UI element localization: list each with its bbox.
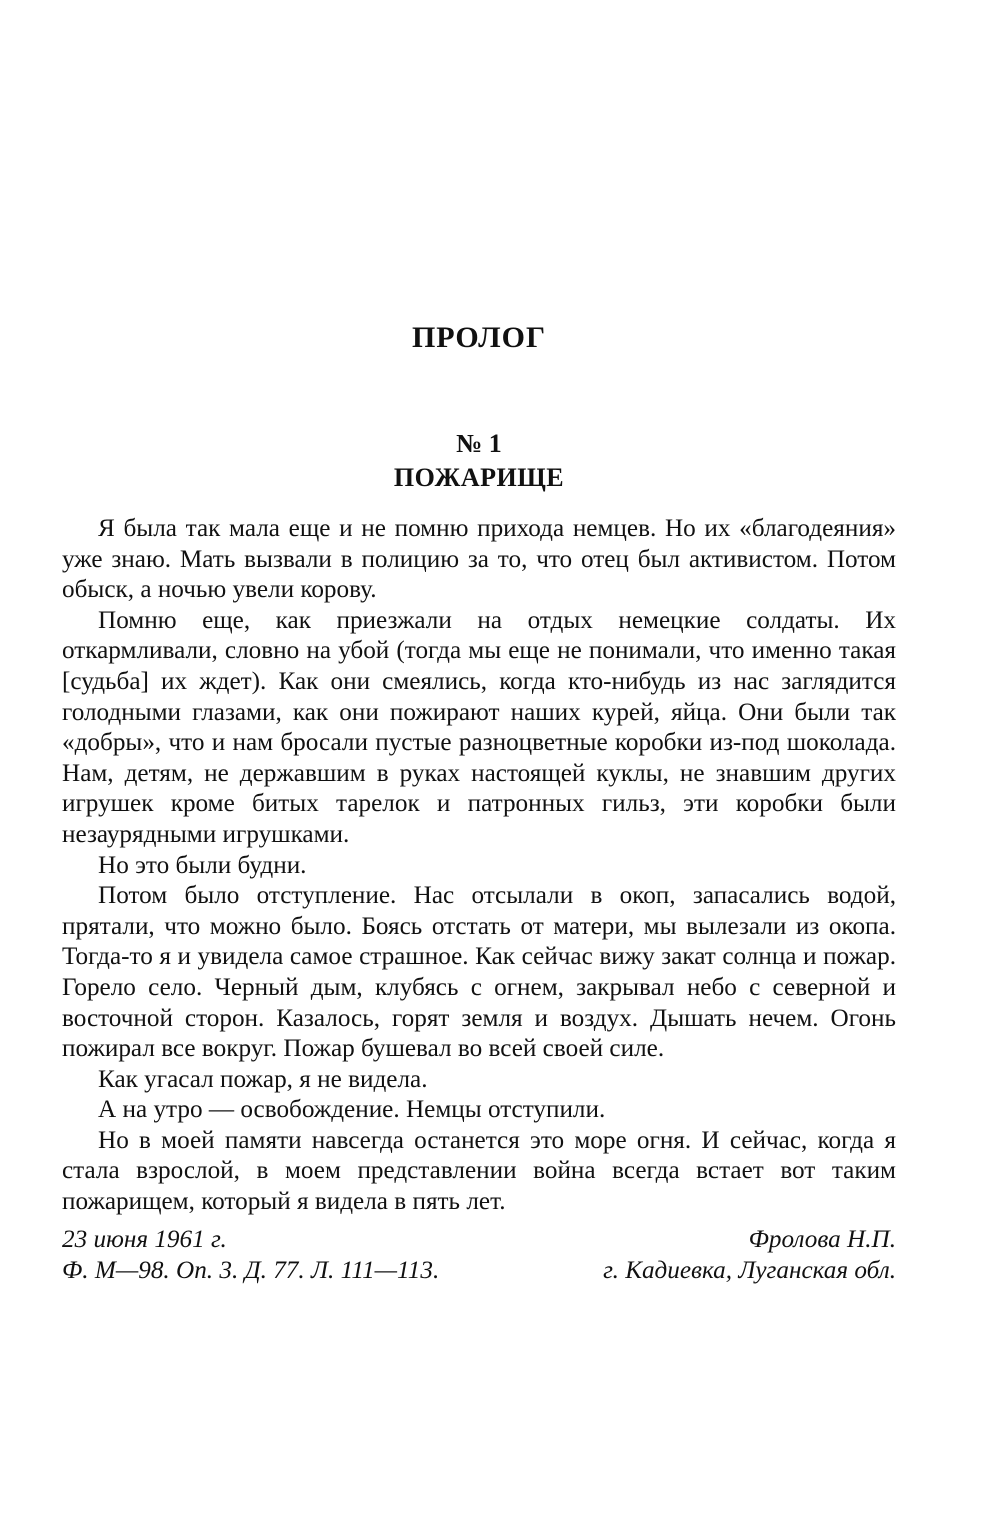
archive-reference: Ф. М—98. Оп. 3. Д. 77. Л. 111—113.: [62, 1257, 440, 1284]
paragraph: Но в моей памяти навсегда останется это море огня. И сейчас, когда я стала взрослой, в моем представлении война всегда встает вот таким пожарищем, который я видела в пять лет.: [62, 1126, 896, 1216]
paragraph: Потом было отступление. Нас отсылали в окоп, запасались водой, прятали, что можно было. Боясь отстать от матери, мы вылезали из окопа. Тогда-то я и увидела самое страшное. Как сейчас вижу закат солнца и пожар. Горело село. Черный дым, клубясь с огнем, закрывал небо с северной и восточной сторон. Казалось, горят земля и воздух. Дышать нечем. Огонь пожирал все вокруг. Пожар бушевал во всей своей силе.: [62, 882, 896, 1063]
paragraph: Помню еще, как приезжали на отдых немецкие солдаты. Их откармливали, словно на убой (тогда мы еще не понимали, что именно такая [судьба] их ждет). Как они смеялись, когда кто-нибудь из нас заглядится голодными глазами, как они пожирают наших курей, яйца. Они были так «добры», что и нам бросали пустые разноцветные коробки из-под шоколада. Нам, детям, не державшим в руках настоящей куклы, не знавшим других игрушек кроме битых тарелок и патронных гильз, эти коробки были незаурядными игрушками.: [62, 606, 896, 848]
paragraph: Как угасал пожар, я не видела.: [98, 1065, 428, 1093]
author-location: г. Кадиевка, Луганская обл.: [603, 1257, 896, 1284]
document-date: 23 июня 1961 г.: [62, 1226, 227, 1253]
footer-left: [62, 1224, 439, 1286]
footer-right: [603, 1224, 896, 1286]
chapter-title: ПРОЛОГ: [411, 321, 547, 354]
paragraph: Но это были будни.: [98, 851, 307, 879]
document-body: [62, 514, 896, 1218]
book-page: [62, 0, 896, 1526]
author-name: Фролова Н.П.: [748, 1226, 896, 1253]
document-heading: ПОЖАРИЩЕ: [393, 463, 565, 492]
paragraph: А на утро — освобождение. Немцы отступили.: [98, 1096, 606, 1124]
paragraph: Я была так мала еще и не помню прихода немцев. Но их «благодеяния» уже знаю. Мать вызвали в полицию за то, что отец был активистом. Потом обыск, а ночью увели корову.: [62, 515, 896, 604]
document-number: № 1: [456, 429, 502, 458]
